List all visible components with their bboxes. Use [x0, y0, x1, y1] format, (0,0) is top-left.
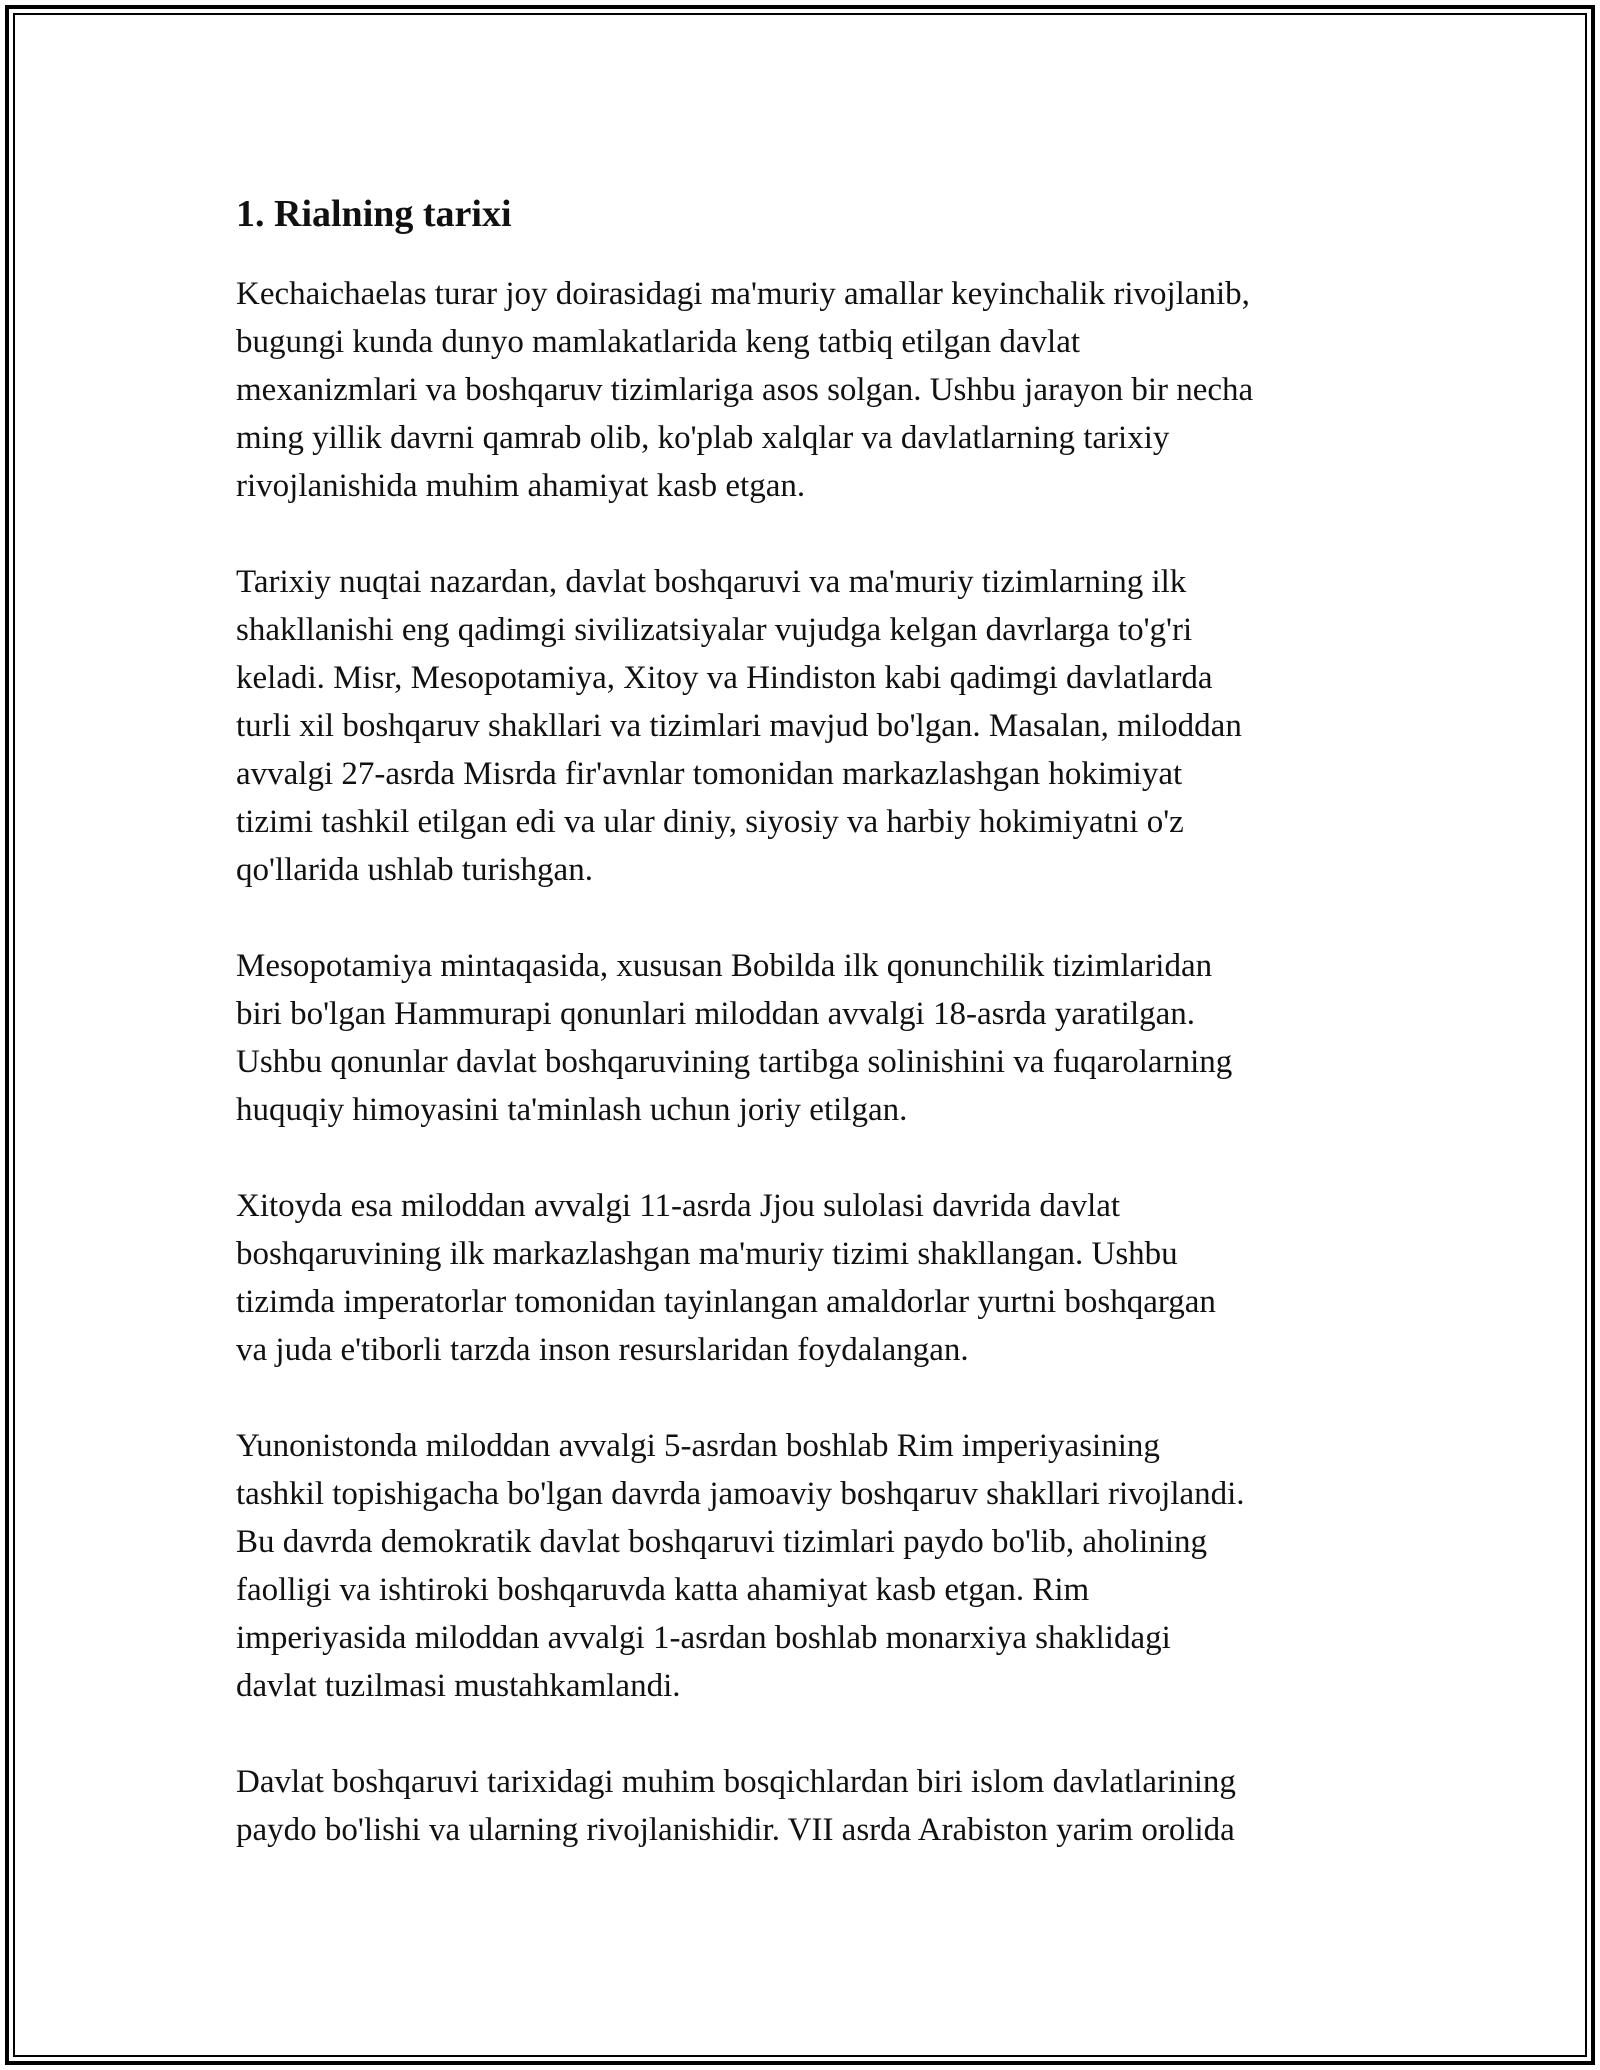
section-heading: 1. Rialning tarixi [236, 193, 512, 235]
paragraph: Kechaichaelas turar joy doirasidagi ma'muriy amallar keyinchalik rivojlanib, bugungi kunda dunyo mamlakatlarida keng tatbiq etilgan davlat mexanizmlari va boshqaruv tizimlariga asos solgan. Ushbu jarayon bir necha ming yillik davrni qamrab olib, ko'plab xalqlar va davlatlarning tarixiy rivojlanishida muhim ahamiyat kasb etgan. [236, 276, 1254, 504]
paragraph: Mesopotamiya mintaqasida, xususan Bobilda ilk qonunchilik tizimlaridan biri bo'lgan Hammurapi qonunlari miloddan avvalgi 18-asrda yaratilgan. Ushbu qonunlar davlat boshqaruvining tartibga solinishini va fuqarolarning huquqiy himoyasini ta'minlash uchun joriy etilgan. [236, 948, 1233, 1128]
paragraph: Xitoyda esa miloddan avvalgi 11-asrda Jjou sulolasi davrida davlat boshqaruvining ilk markazlashgan ma'muriy tizimi shakllangan. Ushbu tizimda imperatorlar tomonidan tayinlangan amaldorlar yurtni boshqargan va juda e'tiborli tarzda inson resurslaridan foydalangan. [236, 1188, 1216, 1368]
paragraph: Yunonistonda miloddan avvalgi 5-asrdan boshlab Rim imperiyasining tashkil topishigacha bo'lgan davrda jamoaviy boshqaruv shakllari rivojlandi. Bu davrda demokratik davlat boshqaruvi tizimlari paydo bo'lib, aholining faolligi va ishtiroki boshqaruvda katta ahamiyat kasb etgan. Rim imperiyasida miloddan avvalgi 1-asrdan boshlab monarxiya shaklidagi davlat tuzilmasi mustahkamlandi. [236, 1428, 1245, 1704]
document-body [236, 184, 1376, 1854]
paragraph: Tarixiy nuqtai nazardan, davlat boshqaruvi va ma'muriy tizimlarning ilk shakllanishi eng qadimgi sivilizatsiyalar vujudga kelgan davrlarga to'g'ri keladi. Misr, Mesopotamiya, Xitoy va Hindiston kabi qadimgi davlatlarda turli xil boshqaruv shakllari va tizimlari mavjud bo'lgan. Masalan, miloddan avvalgi 27-asrda Misrda fir'avnlar tomonidan markazlashgan hokimiyat tizimi tashkil etilgan edi va ular diniy, siyosiy va harbiy hokimiyatni o'z qo'llarida ushlab turishgan. [236, 564, 1242, 888]
paragraph: Davlat boshqaruvi tarixidagi muhim bosqichlardan biri islom davlatlarining paydo bo'lishi va ularning rivojlanishidir. VII asrda Arabiston yarim orolida [236, 1764, 1236, 1848]
